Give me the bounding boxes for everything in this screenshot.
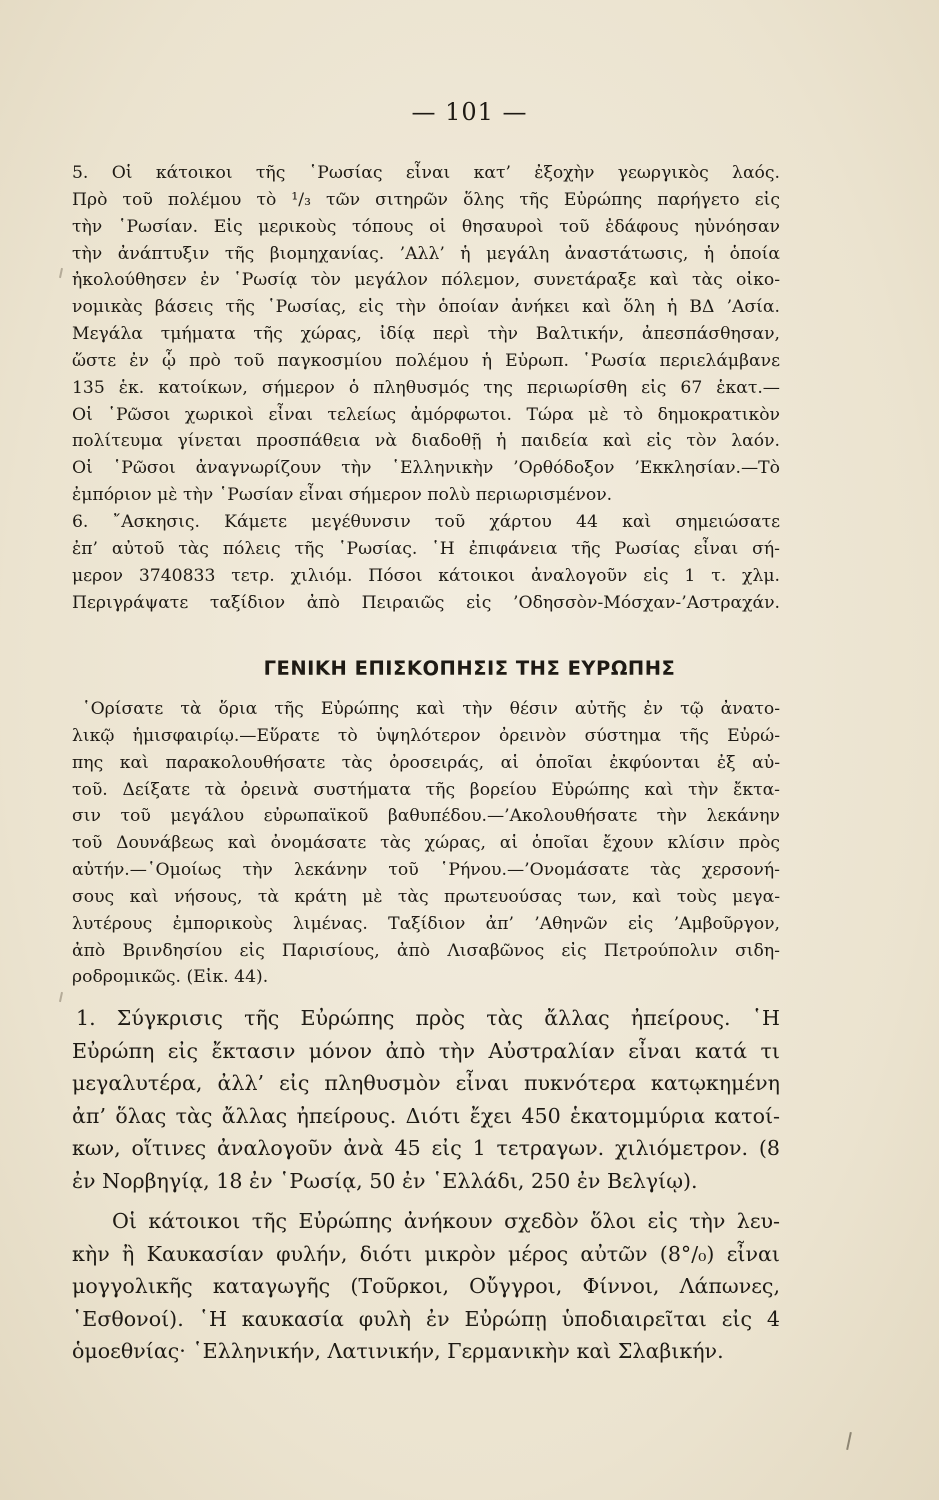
text-line: λικῷ ἡμισφαιρίῳ.—Εὕρατε τὸ ὑψηλότερον ὀρεινὸν σύστημα τῆς Εὐρώ- [72,725,780,746]
ink-mark [59,268,63,278]
text-line: τοῦ Δουνάβεως καὶ ὀνομάσατε τὰς χώρας, αἱ ὁποῖαι ἔχουν κλίσιν πρὸς [72,833,780,854]
text-line: λυτέρους ἐμπορικοὺς λιμένας. Ταξίδιον ἀπ’ ’Αθηνῶν εἰς ’Αμβοῦργον, [72,913,780,934]
text-line: Πρὸ τοῦ πολέμου τὸ ¹/₃ τῶν σιτηρῶν ὅλης τῆς Εὐρώπης παρήγετο εἰς [72,189,780,210]
text-line: ἐν Νορβηγίᾳ, 18 ἐν ῾Ρωσίᾳ, 50 ἐν ῾Ελλάδι, 250 ἐν Βελγίῳ). [72,1168,698,1193]
text-line: 6. ῎Ασκησις. Κάμετε μεγέθυνσιν τοῦ χάρτου 44 καὶ σημειώσατε [72,511,780,532]
text-line: τὴν ἀνάπτυξιν τῆς βιομηχανίας. ’Αλλ’ ἡ μεγάλη ἀναστάτωσις, ἡ ὁποία [72,243,780,264]
text-line: Εὐρώπη εἰς ἔκτασιν μόνον ἀπὸ τὴν Αὐστραλίαν εἶναι κατά τι [72,1038,780,1063]
text-line: τὴν ῾Ρωσίαν. Εἰς μερικοὺς τόπους οἱ θησαυροὶ τοῦ ἐδάφους ηὐνόησαν [72,216,780,237]
text-line: αὐτήν.—῾Ομοίως τὴν λεκάνην τοῦ ῾Ρήνου.—’Ονομάσατε τὰς χερσονή- [72,860,780,881]
text-line: ὥστε ἐν ᾧ πρὸ τοῦ παγκοσμίου πολέμου ἡ Εὐρωπ. ῾Ρωσία περιελάμβανε [72,350,780,371]
page-number: — 101 — [411,98,528,126]
text-line: μογγολικῆς καταγωγῆς (Τοῦρκοι, Οὔγγροι, Φίννοι, Λάπωνες, [72,1274,780,1298]
text-line: ἀπ’ ὅλας τὰς ἄλλας ἠπείρους. Διότι ἔχει 450 ἑκατομμύρια κατοί- [72,1103,780,1128]
text-line: ροδρομικῶς. (Εἰκ. 44). [72,967,269,988]
text-line: Οἱ κάτοικοι τῆς Εὐρώπης ἀνήκουν σχεδὸν ὅλοι εἰς τὴν λευ- [112,1209,780,1233]
text-line: μεγαλυτέρα, ἀλλ’ εἰς πληθυσμὸν εἶναι πυκνότερα κατῳκημένη [72,1071,780,1095]
text-line: νομικὰς βάσεις τῆς ῾Ρωσίας, εἰς τὴν ὁποίαν ἀνήκει καὶ ὅλη ἡ ΒΔ ’Ασία. [72,297,780,318]
section-heading: ΓΕΝΙΚΗ ΕΠΙΣΚΟΠΗΣΙΣ ΤΗΣ ΕΥΡΩΠΗΣ [263,657,676,680]
text-line: ῾Ορίσατε τὰ ὅρια τῆς Εὐρώπης καὶ τὴν θέσιν αὐτῆς ἐν τῷ ἀνατο- [82,699,780,719]
russia-section [72,160,780,616]
text-line: κων, οἵτινες ἀναλογοῦν ἀνὰ 45 εἰς 1 τετραγων. χιλιόμετρον. (8 [72,1136,780,1160]
text-line: Μεγάλα τμήματα τῆς χώρας, ἰδίᾳ περὶ τὴν Βαλτικήν, ἀπεσπάσθησαν, [72,324,780,345]
ink-mark [59,992,63,1002]
text-line: σους καὶ νήσους, τὰ κράτη μὲ τὰς πρωτευούσας των, καὶ τοὺς μεγα- [72,886,780,907]
text-line: ἀπὸ Βρινδησίου εἰς Παρισίους, ἀπὸ Λισαβῶνος εἰς Πετρούπολιν σιδη- [72,940,780,961]
text-line: πολίτευμα γίνεται προσπάθεια νὰ διαδοθῇ ἡ παιδεία καὶ εἰς τὸν λαόν. [72,431,780,452]
text-line: τοῦ. Δείξατε τὰ ὀρεινὰ συστήματα τῆς βορείου Εὐρώπης καὶ τὴν ἔκτα- [72,779,780,800]
text-line: ἐμπόριον μὲ τὴν ῾Ρωσίαν εἶναι σήμερον πολὺ περιωρισμένον. [72,485,613,506]
text-line: ῾Εσθονοί). ῾Η καυκασία φυλὴ ἐν Εὐρώπῃ ὑποδιαιρεῖται εἰς 4 [72,1306,780,1331]
text-line: σιν τοῦ μεγάλου εὐρωπαϊκοῦ βαθυπέδου.—’Ακολουθήσατε τὴν λεκάνην [72,806,780,827]
text-line: 5. Οἱ κάτοικοι τῆς ῾Ρωσίας εἶναι κατ’ ἐξοχὴν γεωργικὸς λαός. [72,163,780,183]
text-line: Οἱ ῾Ρῶσοι χωρικοὶ εἶναι τελείως ἀμόρφωτοι. Τώρα μὲ τὸ δημοκρατικὸν [72,404,780,425]
text-line: πης καὶ παρακολουθήσατε τὰς ὀροσειράς, αἱ ὁποῖαι ἐκφύονται ἐξ αὐ- [72,752,780,773]
europe-review-section [72,696,780,991]
text-line: 1. Σύγκρισις τῆς Εὐρώπης πρὸς τὰς ἄλλας ἠπείρους. ῾Η [76,1006,780,1030]
text-line: μερον 3740833 τετρ. χιλιόμ. Πόσοι κάτοικοι ἀναλογοῦν εἰς 1 τ. χλμ. [72,565,780,586]
text-line: κὴν ἢ Καυκασίαν φυλήν, διότι μικρὸν μέρος αὐτῶν (8°/₀) εἶναι [72,1241,780,1266]
text-line: Περιγράψατε ταξίδιον ἀπὸ Πειραιῶς εἰς ’Οδησσὸν-Μόσχαν-’Αστραχάν. [72,592,780,613]
europe-comparison-section [72,1002,780,1368]
text-line: ἠκολούθησεν ἐν ῾Ρωσίᾳ τὸν μεγάλον πόλεμον, συνετάραξε καὶ τὰς οἰκο- [72,270,780,291]
text-line: Οἱ ῾Ρῶσοι ἀναγνωρίζουν τὴν ῾Ελληνικὴν ’Ορθόδοξον ’Εκκλησίαν.—Τὸ [72,458,780,479]
ink-mark [846,1432,852,1450]
text-line: 135 ἑκ. κατοίκων, σήμερον ὁ πληθυσμός της περιωρίσθη εἰς 67 ἑκατ.— [72,377,780,398]
text-line: ἐπ’ αὐτοῦ τὰς πόλεις τῆς ῾Ρωσίας. ῾Η ἐπιφάνεια τῆς Ρωσίας εἶναι σή- [72,538,780,559]
text-line: ὁμοεθνίας· ῾Ελληνικήν, Λατινικήν, Γερμανικὴν καὶ Σλαβικήν. [72,1339,724,1363]
